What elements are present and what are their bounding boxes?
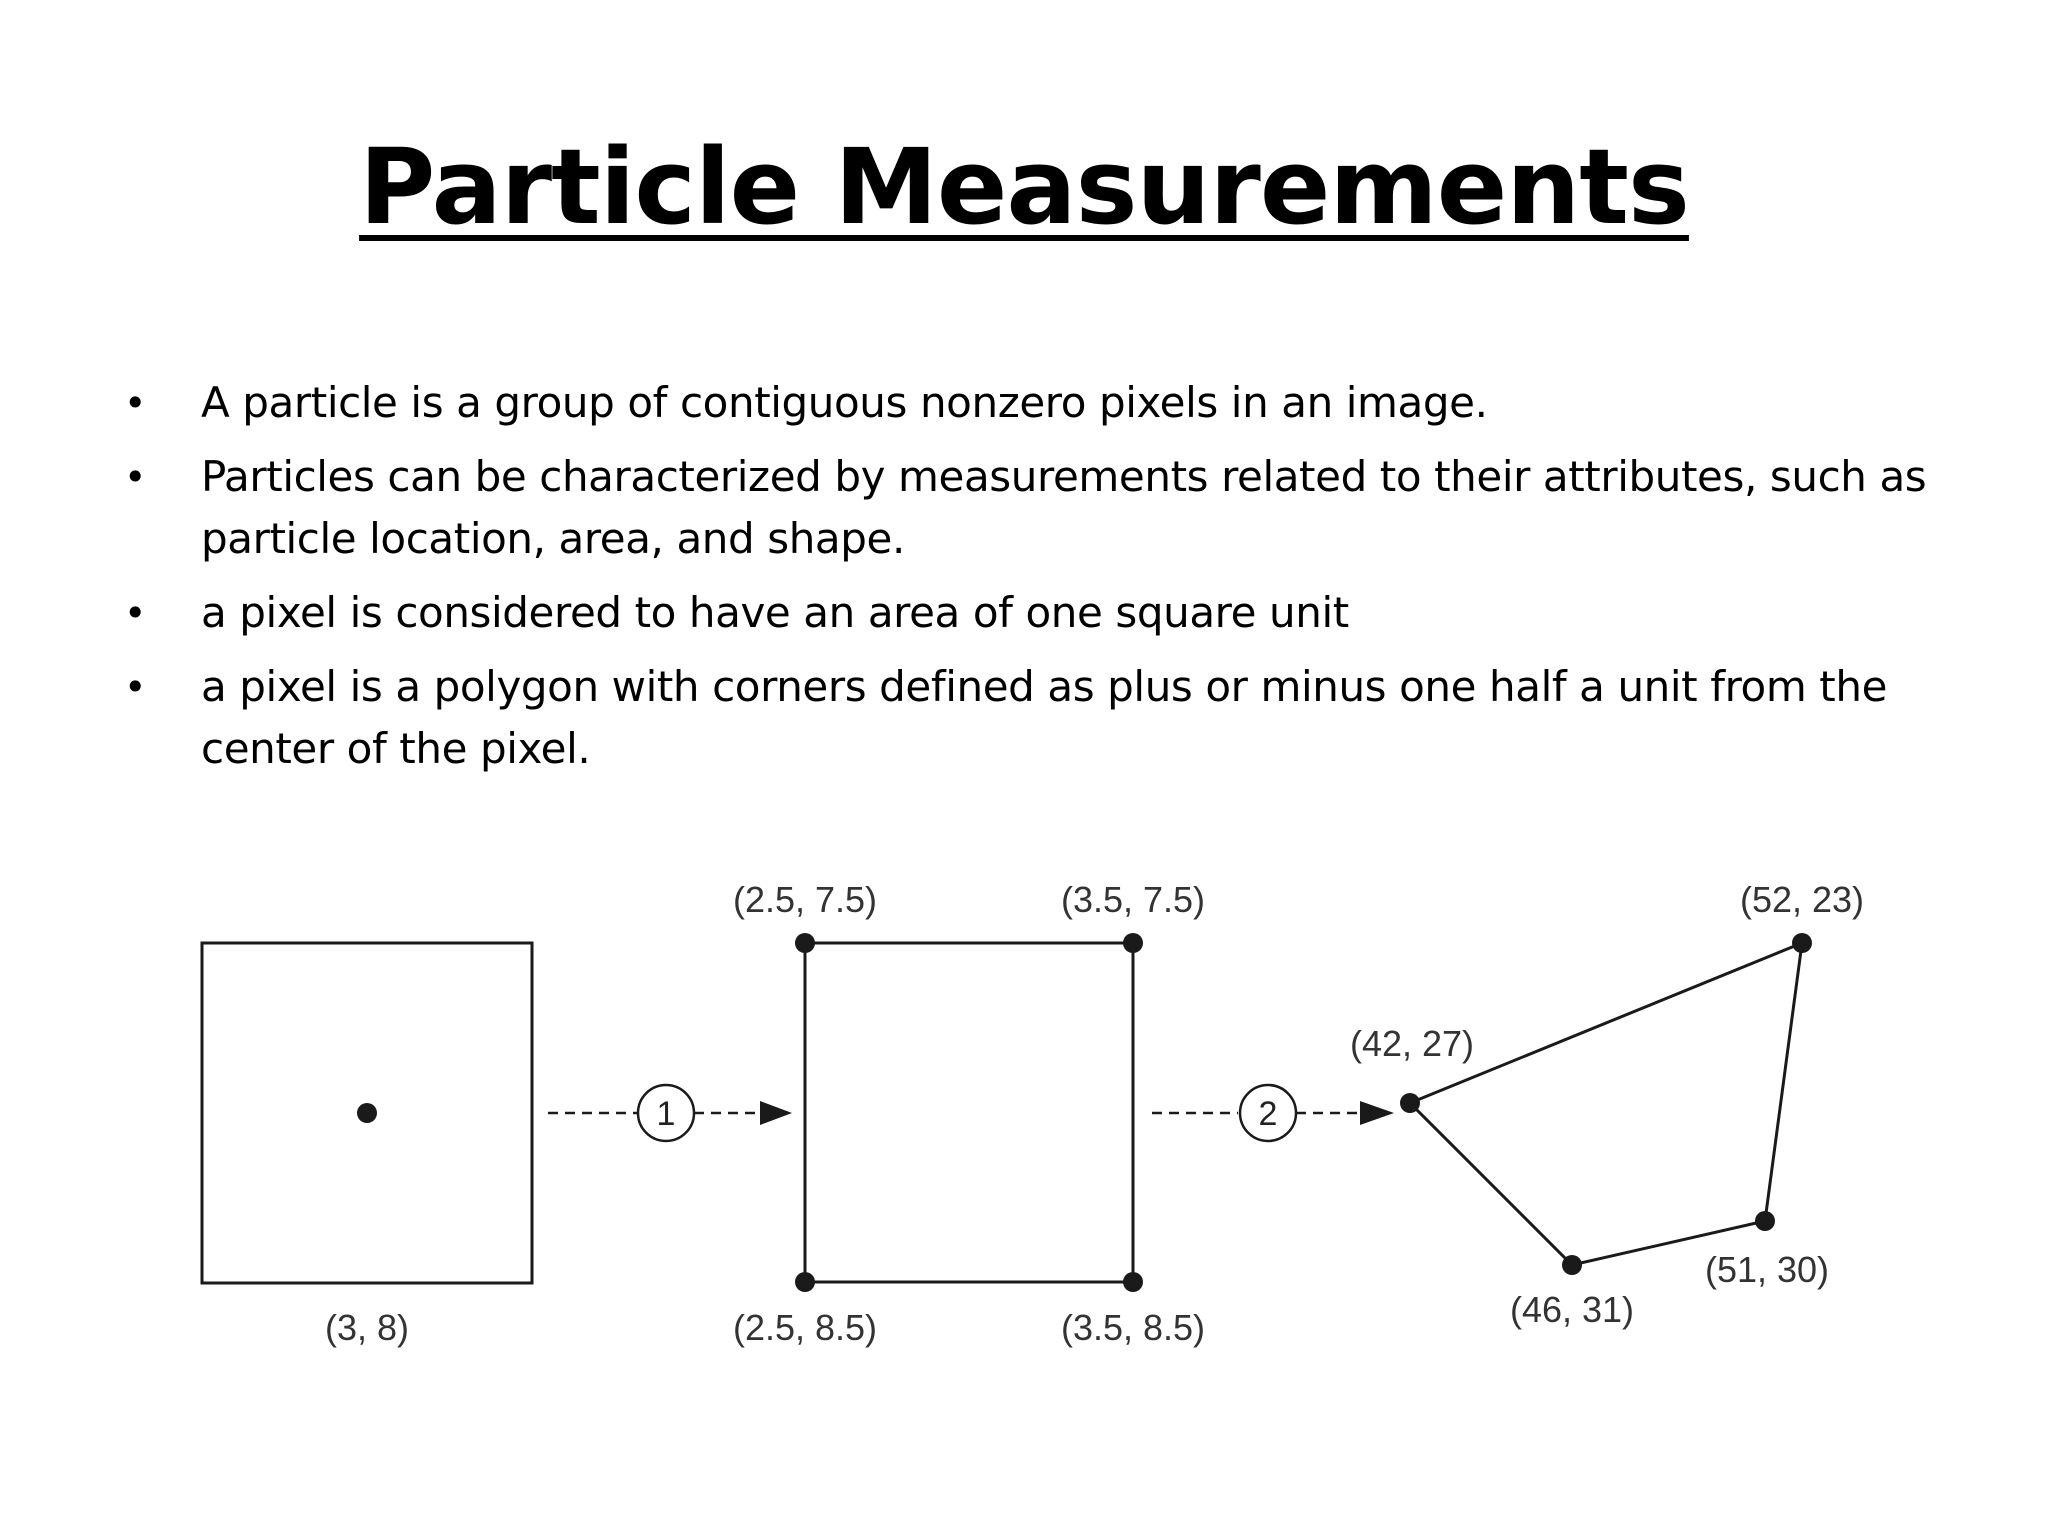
arrow-1-head-icon <box>760 1101 792 1125</box>
corner-top-right-point <box>1123 933 1143 953</box>
corner-bottom-right-point <box>1123 1272 1143 1292</box>
pixel-center-label: (3, 8) <box>324 1307 410 1348</box>
polygon-bottom-right-label: (51, 30) <box>1704 1249 1830 1290</box>
polygon-vertex-top-right <box>1792 933 1812 953</box>
step-1-number: 1 <box>656 1095 676 1133</box>
polygon-vertex-bottom-right <box>1755 1211 1775 1231</box>
corner-bottom-left-point <box>795 1272 815 1292</box>
polygon-left-label: (42, 27) <box>1349 1023 1475 1064</box>
corner-top-left-point <box>795 933 815 953</box>
polygon-bottom-label: (46, 31) <box>1509 1289 1635 1330</box>
bullet-text: a pixel is a polygon with corners defined as plus or minus one half a unit from the center of the pixel. <box>201 662 1888 773</box>
slide-title-text: Particle Measurements <box>359 126 1689 248</box>
corner-bottom-right-label: (3.5, 8.5) <box>1060 1307 1206 1348</box>
corner-top-right-label: (3.5, 7.5) <box>1060 879 1206 920</box>
polygon-vertex-left <box>1400 1093 1420 1113</box>
corner-top-left-label: (2.5, 7.5) <box>732 879 878 920</box>
bullet-icon: • <box>124 665 147 709</box>
bullet-text: A particle is a group of contiguous nonzero pixels in an image. <box>201 378 1488 427</box>
pixel-center-point <box>357 1103 377 1123</box>
polygon-vertex-bottom <box>1562 1255 1582 1275</box>
bullet-text: Particles can be characterized by measurements related to their attributes, such as particle location, area, and shape. <box>201 452 1927 563</box>
corner-bottom-left-label: (2.5, 8.5) <box>732 1307 878 1348</box>
particle-polygon <box>1410 943 1802 1265</box>
step-2-number: 2 <box>1258 1095 1278 1133</box>
arrow-2-head-icon <box>1360 1101 1394 1125</box>
polygon-top-right-label: (52, 23) <box>1739 879 1865 920</box>
bullet-icon: • <box>124 381 147 425</box>
pixel-polygon-square <box>805 943 1133 1282</box>
bullet-icon: • <box>124 455 147 499</box>
bullet-icon: • <box>124 591 147 635</box>
bullet-text: a pixel is considered to have an area of one square unit <box>201 588 1349 637</box>
